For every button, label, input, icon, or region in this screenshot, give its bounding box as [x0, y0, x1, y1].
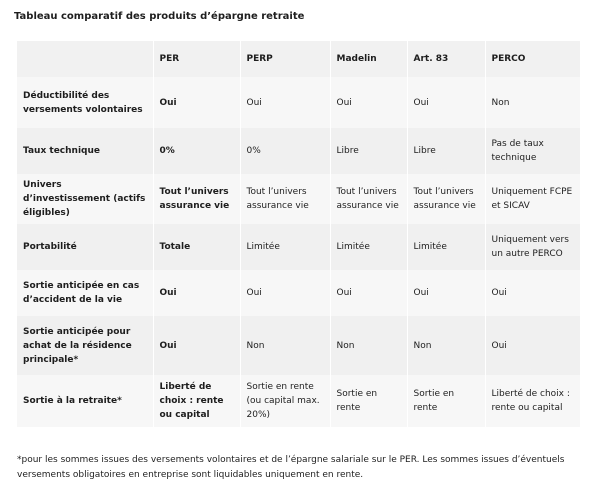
table-cell: Pas de taux technique: [485, 128, 580, 174]
table-cell: Tout l’univers assurance vie: [240, 174, 330, 224]
table-cell: Oui: [153, 316, 240, 375]
table-cell: Sortie en rente (ou capital max. 20%): [240, 375, 330, 427]
table-cell: Liberté de choix : rente ou capital: [153, 375, 240, 427]
page-title: Tableau comparatif des produits d’épargne retraite: [14, 11, 305, 22]
table-row: [17, 270, 580, 316]
table-cell: Libre: [330, 128, 407, 174]
table-cell: Oui: [407, 77, 485, 128]
row-label: Sortie anticipée en cas d’accident de la vie: [17, 270, 153, 316]
table-header-row: [17, 41, 580, 77]
row-label: Sortie à la retraite*: [17, 375, 153, 427]
table-cell: Libre: [407, 128, 485, 174]
row-label: Sortie anticipée pour achat de la résidence principale*: [17, 316, 153, 375]
table-cell: Sortie en rente: [330, 375, 407, 427]
table-cell: Totale: [153, 224, 240, 270]
table-row: [17, 128, 580, 174]
row-label: Portabilité: [17, 224, 153, 270]
table-cell: Liberté de choix : rente ou capital: [485, 375, 580, 427]
table-cell: Non: [407, 316, 485, 375]
column-header-art83: Art. 83: [407, 41, 485, 77]
table-row: [17, 174, 580, 224]
table-cell: Oui: [330, 270, 407, 316]
table-cell: 0%: [153, 128, 240, 174]
table-cell: Limitée: [407, 224, 485, 270]
table-cell: Oui: [485, 316, 580, 375]
row-label: Déductibilité des versements volontaires: [17, 77, 153, 128]
table-cell: Oui: [240, 270, 330, 316]
table-cell: Oui: [330, 77, 407, 128]
table-row: [17, 316, 580, 375]
footnote: *pour les sommes issues des versements volontaires et de l’épargne salariale sur le PER. Les sommes issues d’éventuels versements obligatoires en entreprise sont liquidables uniquement en rente.: [17, 455, 565, 480]
table-cell: Tout l’univers assurance vie: [407, 174, 485, 224]
row-label: Taux technique: [17, 128, 153, 174]
table-cell: Tout l’univers assurance vie: [153, 174, 240, 224]
table-cell: Tout l’univers assurance vie: [330, 174, 407, 224]
table-cell: Non: [240, 316, 330, 375]
table-cell: Non: [485, 77, 580, 128]
column-header-empty: [17, 41, 153, 77]
column-header-madelin: Madelin: [330, 41, 407, 77]
comparison-table: [17, 41, 581, 427]
table-cell: Limitée: [330, 224, 407, 270]
table-cell: Oui: [240, 77, 330, 128]
table-cell: Limitée: [240, 224, 330, 270]
table-row: [17, 375, 580, 427]
row-label: Univers d’investissement (actifs éligibles): [17, 174, 153, 224]
table-row: [17, 224, 580, 270]
table-cell: 0%: [240, 128, 330, 174]
table-row: [17, 77, 580, 128]
table-cell: Oui: [153, 270, 240, 316]
table-cell: Oui: [153, 77, 240, 128]
column-header-per: PER: [153, 41, 240, 77]
table-cell: Oui: [407, 270, 485, 316]
table-cell: Uniquement vers un autre PERCO: [485, 224, 580, 270]
column-header-perco: PERCO: [485, 41, 580, 77]
column-header-perp: PERP: [240, 41, 330, 77]
table-cell: Sortie en rente: [407, 375, 485, 427]
table-cell: Non: [330, 316, 407, 375]
table-cell: Oui: [485, 270, 580, 316]
table-cell: Uniquement FCPE et SICAV: [485, 174, 580, 224]
